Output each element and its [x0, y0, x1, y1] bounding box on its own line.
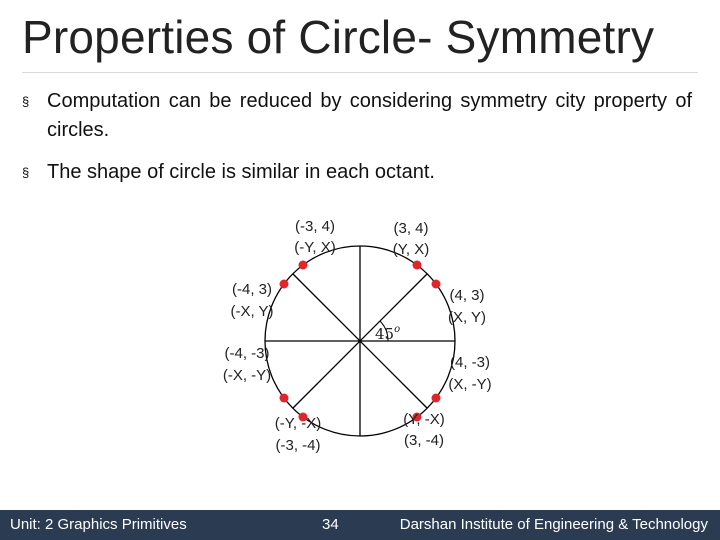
octant-point: [299, 261, 308, 270]
footer-bar: [0, 510, 720, 540]
point-sym-label: (-Y, -X): [274, 415, 322, 432]
bullet-marker-icon: §: [22, 165, 30, 180]
point-coord-label: (3, -4): [403, 432, 445, 449]
footer-unit: Unit: 2 Graphics Primitives: [10, 516, 187, 533]
point-coord-label: (4, 3): [449, 287, 485, 304]
bullet-marker-icon: §: [22, 94, 30, 109]
point-coord-label: (-3, 4): [294, 218, 336, 235]
point-sym-label: (X, -Y): [448, 376, 492, 393]
point-coord-label: (-4, -3): [224, 345, 270, 362]
octant-point: [413, 261, 422, 270]
bullet-text: The shape of circle is similar in each octant.: [47, 161, 435, 183]
octant-point: [280, 280, 289, 289]
octant-point: [432, 394, 441, 403]
point-sym-label: (-X, Y): [230, 303, 274, 320]
point-sym-label: (-X, -Y): [222, 367, 272, 384]
point-coord-label: (4, -3): [449, 354, 491, 371]
slide-title: Properties of Circle- Symmetry: [22, 11, 655, 63]
point-coord-label: (-3, -4): [275, 437, 321, 454]
point-sym-label: (Y, X): [392, 241, 430, 258]
point-sym-label: (-Y, X): [294, 239, 336, 256]
octant-point: [432, 280, 441, 289]
point-sym-label: (Y, -X): [403, 411, 445, 428]
point-coord-label: (-4, 3): [231, 281, 273, 298]
point-coord-label: (3, 4): [393, 220, 429, 237]
footer-institute: Darshan Institute of Engineering & Technology: [399, 516, 708, 533]
page-number: 34: [322, 516, 339, 533]
octant-point: [280, 394, 289, 403]
angle-label: 45$^o$: [375, 324, 401, 343]
bullet-text: Computation can be reduced by considering symmetry city property of circles.: [47, 90, 692, 141]
point-sym-label: (X, Y): [447, 309, 487, 326]
